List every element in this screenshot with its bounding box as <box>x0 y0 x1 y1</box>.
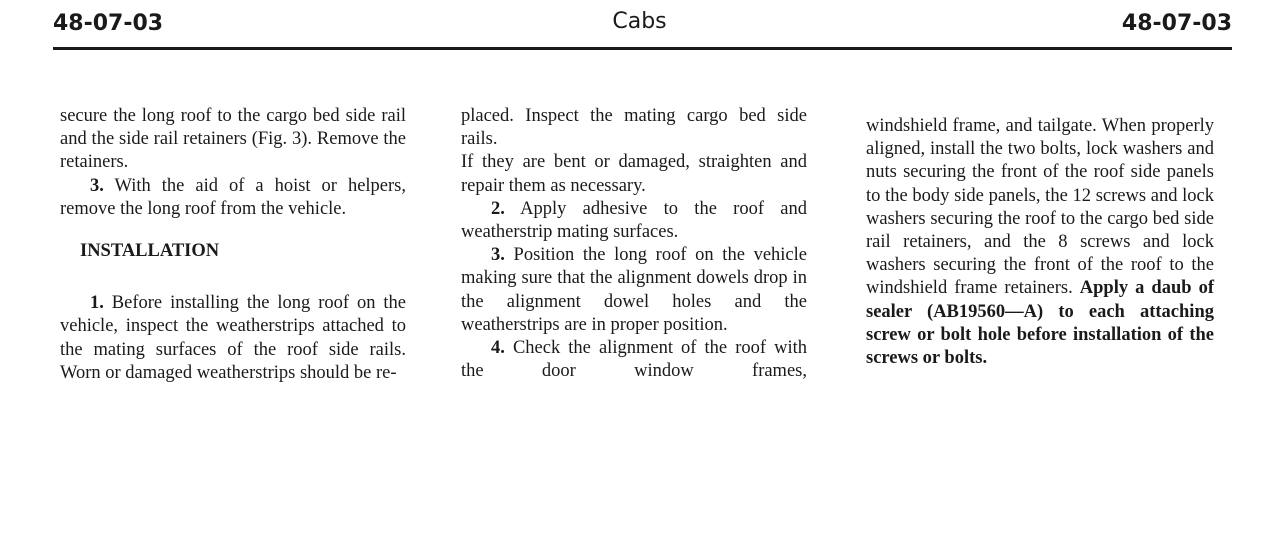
step-number: 3. <box>491 245 505 266</box>
step-text: Check the alignment of the roof with the door window frames, <box>461 338 807 382</box>
step-text: Before installing the long roof on the vehicle, inspect the weatherstrips attached to the mating surfaces of the roof side rails. Worn or damaged weatherstrips should be re- <box>60 293 406 383</box>
step-number: 1. <box>90 293 104 314</box>
paragraph-step-1-installation <box>60 292 406 385</box>
section-code-left: 48-07-03 <box>53 11 164 36</box>
text-column-1 <box>60 105 406 385</box>
step-text: Position the long roof on the vehicle making sure that the alignment dowels drop in the alignment dowel holes and the weatherstrips are in proper position. <box>461 245 807 335</box>
header-rule <box>53 47 1232 50</box>
sealer-instruction: Apply a daub of sealer (AB19560—A) to each attaching screw or bolt hole before installation of the screws or bolts. <box>866 278 1214 369</box>
step-text: Apply adhesive to the roof and weatherstrip mating surfaces. <box>461 198 807 243</box>
step-number: 2. <box>491 198 505 219</box>
page-title: Cabs <box>612 9 667 34</box>
step-text: With the aid of a hoist or helpers, remove the long roof from the vehicle. <box>60 175 406 219</box>
text-column-2 <box>461 105 807 383</box>
paragraph-if-bent: If they are bent or damaged, straighten and repair them as necessary. <box>461 152 807 196</box>
paragraph-removal-continued: secure the long roof to the cargo bed side rail and the side rail retainers (Fig. 3). Remove the retainers. <box>60 106 406 173</box>
page-header <box>0 0 1279 52</box>
section-code-right: 48-07-03 <box>1121 11 1232 36</box>
paragraph-replaced-continued: placed. Inspect the mating cargo bed side rails. <box>461 106 807 150</box>
paragraph-step-4-installation <box>461 337 807 383</box>
paragraph-alignment-continued <box>866 115 1214 370</box>
paragraph-step-2-installation <box>461 198 807 244</box>
paragraph-step-3-removal <box>60 175 406 221</box>
section-heading-installation: INSTALLATION <box>80 241 220 262</box>
text-column-3 <box>866 115 1214 370</box>
paragraph-step-3-installation <box>461 244 807 337</box>
step-number: 4. <box>491 338 505 359</box>
step-number: 3. <box>90 175 104 196</box>
alignment-text: windshield frame, and tailgate. When properly aligned, install the two bolts, lock washers and nuts securing the front of the roof side panels to the body side panels, the 12 screws and lock washers securing the roof to the cargo bed side rail retainers, and the 8 screws and lock washers securing the front of the roof to the windshield frame retainers. <box>866 116 1214 299</box>
